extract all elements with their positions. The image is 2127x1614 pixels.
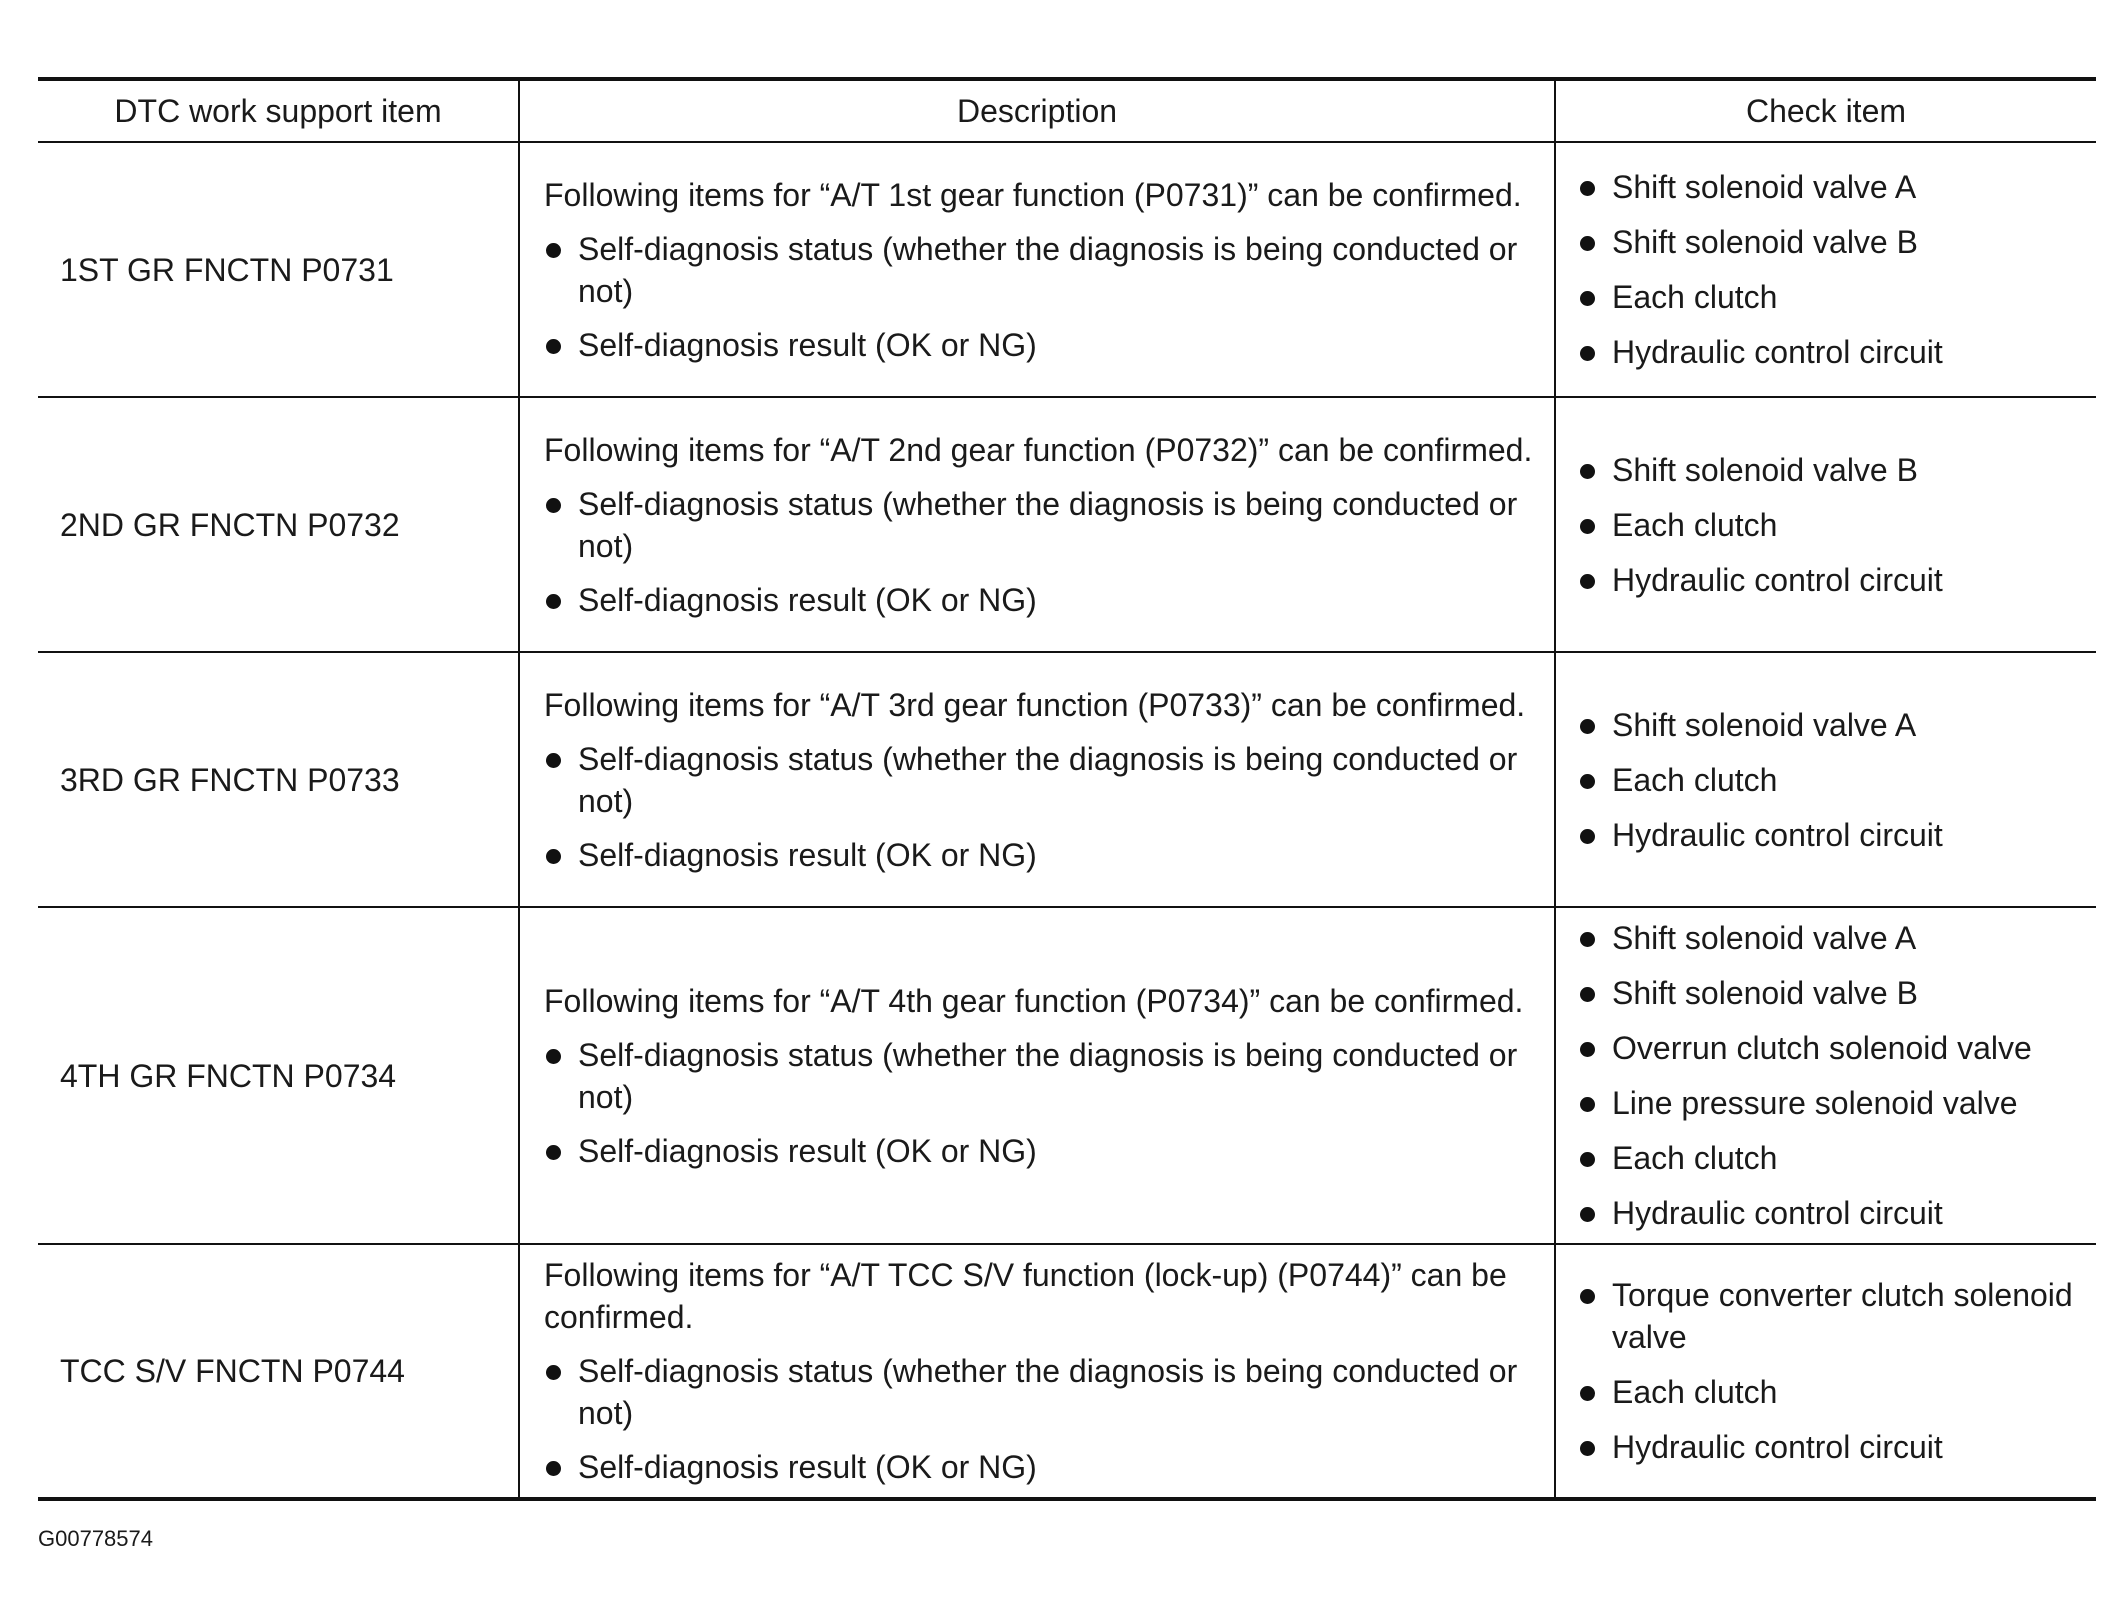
- description-bullet: Self-diagnosis status (whether the diagnosis is being conducted or not): [544, 1034, 1540, 1118]
- description-intro: Following items for “A/T 3rd gear function (P0733)” can be confirmed.: [544, 686, 1526, 723]
- description-intro: Following items for “A/T 1st gear function (P0731)” can be confirmed.: [544, 176, 1522, 213]
- check-item: Shift solenoid valve B: [1578, 221, 2082, 263]
- description-bullet: Self-diagnosis result (OK or NG): [544, 834, 1540, 876]
- check-item: Torque converter clutch solenoid valve: [1578, 1274, 2082, 1358]
- description-cell: [519, 397, 1555, 652]
- header-dtc-work-support-item: DTC work support item: [38, 79, 519, 142]
- check-item: Each clutch: [1578, 759, 2082, 801]
- table-row: [38, 142, 2096, 397]
- check-item: Shift solenoid valve A: [1578, 917, 2082, 959]
- description-bullet: Self-diagnosis status (whether the diagnosis is being conducted or not): [544, 738, 1540, 822]
- check-item: Line pressure solenoid valve: [1578, 1082, 2082, 1124]
- description-bullet: Self-diagnosis status (whether the diagnosis is being conducted or not): [544, 1350, 1540, 1434]
- check-item: Hydraulic control circuit: [1578, 331, 2082, 373]
- table-body: [38, 142, 2096, 1499]
- check-item-list: [1578, 1274, 2082, 1468]
- check-item-cell: [1555, 1244, 2096, 1499]
- description-cell: [519, 652, 1555, 907]
- description-bullet: Self-diagnosis result (OK or NG): [544, 1446, 1540, 1488]
- description-bullet-list: [544, 738, 1540, 876]
- description-bullet: Self-diagnosis result (OK or NG): [544, 1130, 1540, 1172]
- description-intro: Following items for “A/T 4th gear function (P0734)” can be confirmed.: [544, 982, 1524, 1019]
- check-item: Hydraulic control circuit: [1578, 559, 2082, 601]
- check-item-cell: [1555, 142, 2096, 397]
- check-item: Each clutch: [1578, 276, 2082, 318]
- check-item: Each clutch: [1578, 1137, 2082, 1179]
- figure-id: G00778574: [38, 1526, 153, 1551]
- check-item: Overrun clutch solenoid valve: [1578, 1027, 2082, 1069]
- check-item: Shift solenoid valve B: [1578, 449, 2082, 491]
- check-item: Hydraulic control circuit: [1578, 1192, 2082, 1234]
- description-bullet: Self-diagnosis status (whether the diagnosis is being conducted or not): [544, 228, 1540, 312]
- dtc-item-cell: 4TH GR FNCTN P0734: [38, 907, 519, 1244]
- check-item: Each clutch: [1578, 1371, 2082, 1413]
- check-item-cell: [1555, 907, 2096, 1244]
- description-bullet-list: [544, 1034, 1540, 1172]
- table-row: [38, 397, 2096, 652]
- description-intro: Following items for “A/T 2nd gear function (P0732)” can be confirmed.: [544, 431, 1533, 468]
- check-item-list: [1578, 704, 2082, 856]
- check-item: Hydraulic control circuit: [1578, 814, 2082, 856]
- table-row: [38, 907, 2096, 1244]
- table-row: [38, 652, 2096, 907]
- dtc-item-cell: 3RD GR FNCTN P0733: [38, 652, 519, 907]
- description-bullet: Self-diagnosis result (OK or NG): [544, 324, 1540, 366]
- check-item: Shift solenoid valve B: [1578, 972, 2082, 1014]
- header-description: Description: [519, 79, 1555, 142]
- description-cell: [519, 142, 1555, 397]
- check-item-list: [1578, 917, 2082, 1234]
- dtc-work-support-table: [38, 77, 2096, 1501]
- check-item: Hydraulic control circuit: [1578, 1426, 2082, 1468]
- description-bullet: Self-diagnosis status (whether the diagnosis is being conducted or not): [544, 483, 1540, 567]
- check-item: Shift solenoid valve A: [1578, 704, 2082, 746]
- check-item: Shift solenoid valve A: [1578, 166, 2082, 208]
- header-row: [38, 79, 2096, 142]
- dtc-item-cell: 1ST GR FNCTN P0731: [60, 251, 394, 288]
- description-bullet-list: [544, 1350, 1540, 1488]
- dtc-item-cell: TCC S/V FNCTN P0744: [38, 1244, 519, 1499]
- table-row: [38, 1244, 2096, 1499]
- check-item: Each clutch: [1578, 504, 2082, 546]
- check-item-cell: [1555, 397, 2096, 652]
- header-check-item: Check item: [1555, 79, 2096, 142]
- description-bullet-list: [544, 228, 1540, 366]
- description-cell: [519, 907, 1555, 1244]
- description-bullet-list: [544, 483, 1540, 621]
- check-item-cell: [1555, 652, 2096, 907]
- description-bullet: Self-diagnosis result (OK or NG): [544, 579, 1540, 621]
- dtc-item-cell: 2ND GR FNCTN P0732: [38, 397, 519, 652]
- check-item-list: [1578, 166, 2082, 373]
- description-cell: [519, 1244, 1555, 1499]
- description-intro: Following items for “A/T TCC S/V function (lock-up) (P0744)” can be confirmed.: [544, 1257, 1507, 1335]
- check-item-list: [1578, 449, 2082, 601]
